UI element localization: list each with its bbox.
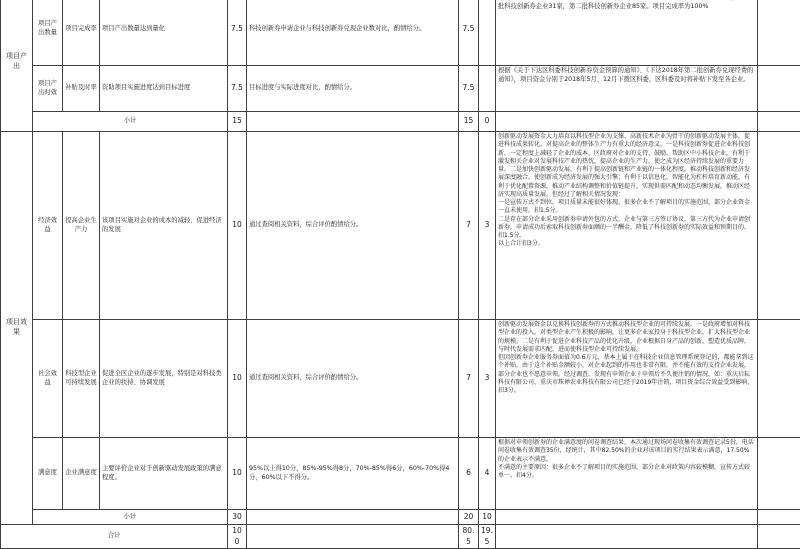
effect-economic-l3: 提高企业生产力 — [63, 132, 100, 320]
effect-satisfaction-target: 主要评价企业对于创新驱动发展政策的满意程度。 — [100, 438, 228, 510]
effect-subtotal-deduct: 10 — [479, 510, 496, 525]
effect-satisfaction-l2: 满意度 — [33, 438, 63, 510]
table-row-effect-social — [1, 320, 800, 438]
output-quantity-l2: 项目产出数量 — [33, 0, 63, 66]
output-subtotal-score: 15 — [459, 112, 479, 132]
output-subtotal-label: 小计 — [33, 112, 228, 132]
effect-economic-remark — [758, 132, 800, 320]
effect-subtotal-label: 小计 — [33, 510, 228, 525]
effect-social-weight: 10 — [228, 320, 247, 438]
effect-social-l3: 科技型企业可持续发展 — [63, 320, 100, 438]
output-time-target: 资助项目实施进度达到目标进度 — [100, 66, 228, 112]
output-quantity-l3: 项目完成率 — [63, 0, 100, 66]
output-time-l2: 项目产出时效 — [33, 66, 63, 112]
effect-social-l2: 社会效益 — [33, 320, 63, 438]
output-time-l3: 补贴及时率 — [63, 66, 100, 112]
total-label: 合计 — [1, 525, 228, 549]
output-subtotal-deduct: 0 — [479, 112, 496, 132]
section-effect-label: 项目效果 — [1, 132, 33, 525]
table-row-output-quantity — [1, 0, 800, 66]
table-row-effect-economic — [1, 132, 800, 320]
output-quantity-deduct — [479, 0, 496, 66]
effect-social-remark — [758, 320, 800, 438]
output-quantity-score: 7.5 — [459, 0, 479, 66]
effect-social-method: 通过查阅相关资料，综合评价酌情给分。 — [247, 320, 459, 438]
effect-economic-score: 7 — [459, 132, 479, 320]
effect-satisfaction-score: 6 — [459, 438, 479, 510]
section-output-label: 项目产出 — [1, 0, 33, 132]
effect-social-note: 创新驱动发展资金以兑换科技创新券的方式推动科技型企业的可持续发展。一是政府增加对科技型企业的投入，对类型企业产生积极的影响，让更多企业家投身于科技型企业，扩大科技型企业的规模。二是有利于促进企业科技产品的优化升级，企业根据自身产品的创新，塑造优质品牌，与时代发展需求匹配，进而使科技型企业可持续发展。 但因创新券企业服务券面值为0.6万元，基本上属于在科技企业信息管理系统登记的，都能拿到这个补贴，由于这个补贴金额较小，对企业起到的作用也非常有限，并不能有效的支持企业发展，部分企业也不愿意申领。经过调查，发现有申领企业于申领后不久便注销的情况，如：重庆启耘科技有限公司、重庆市珠禅农业科技有限公司已经于2019年注销，项目资金综合效益受到影响，扣3分。 — [496, 320, 758, 438]
output-subtotal-weight: 15 — [228, 112, 247, 132]
effect-economic-l2: 经济效益 — [33, 132, 63, 320]
table-row-total — [1, 525, 800, 549]
effect-satisfaction-deduct: 4 — [479, 438, 496, 510]
output-time-deduct — [479, 66, 496, 112]
effect-satisfaction-l3: 企业满意度 — [63, 438, 100, 510]
effect-satisfaction-remark — [758, 438, 800, 510]
total-score: 80.5 — [459, 525, 479, 549]
table-row-output-subtotal — [1, 112, 800, 132]
effect-social-target: 促进全区企业的逐步发展，特别是对科技类企业的扶持、协调发展 — [100, 320, 228, 438]
output-time-score: 7.5 — [459, 66, 479, 112]
output-quantity-note: 批科技创新券企业31家，第二批科技创新券企业85家。项目完成率为100% — [496, 0, 758, 66]
output-quantity-weight: 7.5 — [228, 0, 247, 66]
output-quantity-method: 科技创新券申请企业与科技创新券兑现企业数对比，酌情给分。 — [247, 0, 459, 66]
output-quantity-remark — [758, 0, 800, 66]
effect-economic-method: 通过查阅相关资料，综合评价酌情给分。 — [247, 132, 459, 320]
effect-economic-target: 该项目实施对企业的成本的减轻、促进经济的发展 — [100, 132, 228, 320]
output-time-note: 根据《关于下达区科委科技创新券资金预算的通知》、《下达2018年第二批创新券兑现经费的通知》，项目资金分别于2018年5月、12月下拨区科委，区科委及时将补贴下发至各企业。 — [496, 66, 758, 112]
effect-economic-weight: 10 — [228, 132, 247, 320]
table-row-output-time — [1, 66, 800, 112]
total-weight: 100 — [228, 525, 247, 549]
effect-economic-deduct: 3 — [479, 132, 496, 320]
table-row-effect-satisfaction — [1, 438, 800, 510]
output-time-remark — [758, 66, 800, 112]
effect-satisfaction-weight: 10 — [228, 438, 247, 510]
effect-subtotal-weight: 30 — [228, 510, 247, 525]
effect-social-deduct: 3 — [479, 320, 496, 438]
table-row-effect-subtotal — [1, 510, 800, 525]
output-time-weight: 7.5 — [228, 66, 247, 112]
total-deduct: 19.5 — [479, 525, 496, 549]
effect-economic-note: 创新驱动发展资金大力培育以科技型企业为支撑、高新技术企业为骨干的创新驱动发展主体，促进科技成果转化，对提高企业的整体生产力有重大的经济意义。一是科技创新券促进企业科技创新，一定程度上减轻了企业的成本，区政府对企业的支持、鼓励，帮助区中小科技企业，有利于激发相关企业对发展科技产业的热忱，提高企业的生产力，使之成为区经济持续发展的重要力量。二是加快创新驱动发展，有利于提高创新链和产业链的一体化程度，推动科技创新和经济发展深度融合，使创新成为经济发展的强大引擎；有利于以信息化、智能化为杠杆培育新动能，有利于优化配置资源，推动产业结构调整和价值链提升，实现供需匹配和动态均衡发展，推动区经济实现高质量发展。但经过了解相关情况发现： 一是宣传方式不到位，项目质量未能很好体现，很多企业不了解项目的实施范围，部分企业资金一直未使用，扣1.5分。 二是存在部分企业采用创新券申请外包的方式，企业与第三方签订协议，第三方代为企业申请创新券，申请成功后索取科技创新券面额的一半酬金，降低了科技创新券的实际效益和预期目的，扣1.5分。 以上合计扣3分。 — [496, 132, 758, 320]
output-quantity-target: 项目产出数量达到量化 — [100, 0, 228, 66]
effect-subtotal-score: 20 — [459, 510, 479, 525]
effect-satisfaction-note: 根据对申领创新券的企业满意度的问卷调查结果，本次通过现场问卷收集有效调查记录5份，电话问卷收集有效调查35份，经统计，其中82.50%的企业对该项目的实行结果表示满意，17.50%的企业表示不满意。 不满意的主要原因：很多企业不了解项目的实施范围，部分企业对政策内容较模糊，宣传方式较单一。扣4分。 — [496, 438, 758, 510]
output-time-method: 目标进度与实际进度对比，酌情给分。 — [247, 66, 459, 112]
effect-social-score: 7 — [459, 320, 479, 438]
effect-satisfaction-method: 95%以上得10分，85%-95%得8分，70%-85%得6分，60%-70%得4分，60%以下不得分。 — [247, 438, 459, 510]
